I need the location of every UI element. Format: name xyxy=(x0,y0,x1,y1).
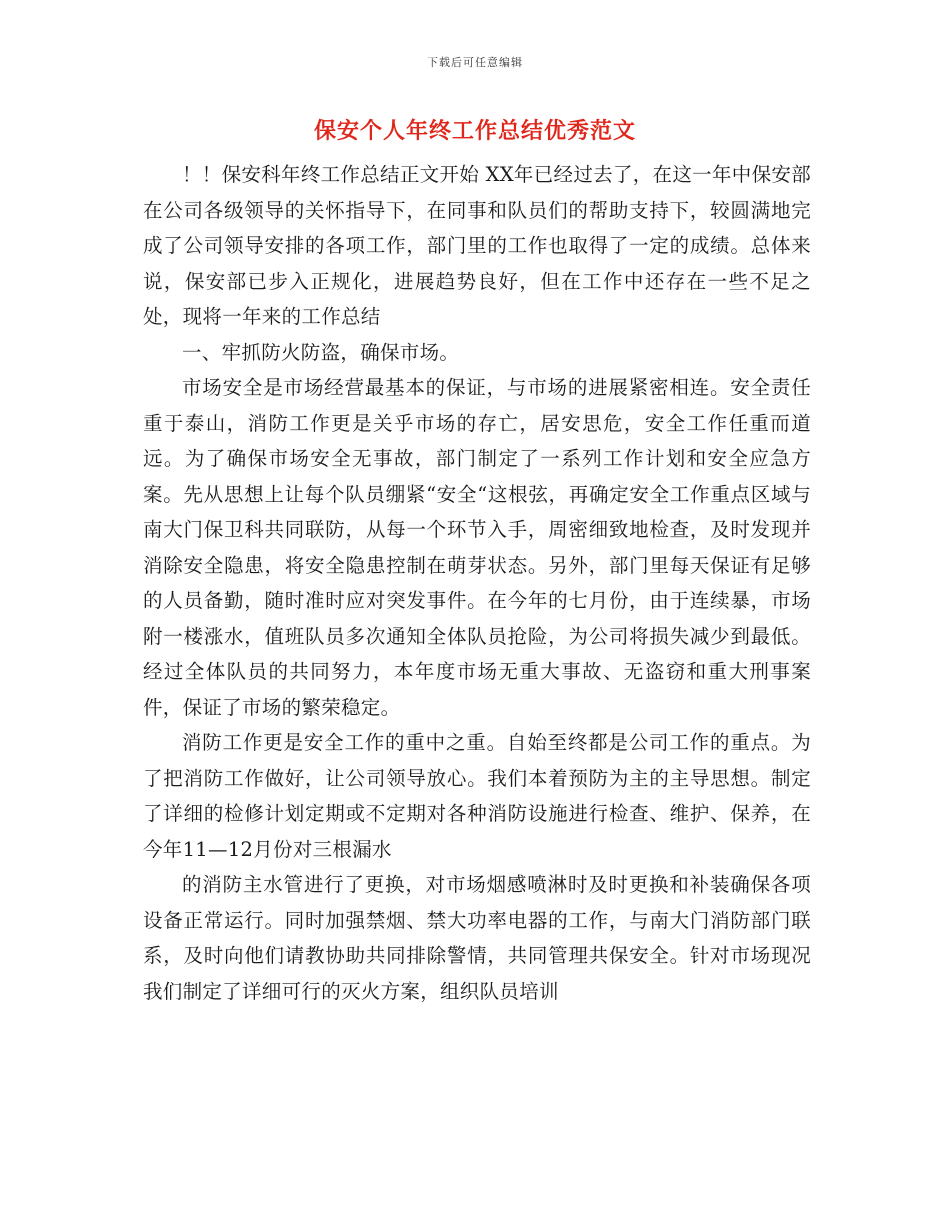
paragraph-market-safety: 市场安全是市场经营最基本的保证，与市场的进展紧密相连。安全责任重于泰山，消防工作更是关乎市场的存亡，居安思危，安全工作任重而道远。为了确保市场安全无事故，部门制定了一系列工作计划和安全应急方案。先从思想上让每个队员绷紧“安全“这根弦，再确定安全工作重点区域与南大门保卫科共同联防，从每一个环节入手，周密细致地检查，及时发现并消除安全隐患，将安全隐患控制在萌芽状态。另外，部门里每天保证有足够的人员备勤，随时准时应对突发事件。在今年的七月份，由于连续暴，市场附一楼涨水，值班队员多次通知全体队员抢险，为公司将损失减少到最低。经过全体队员的共同努力，本年度市场无重大事故、无盗窃和重大刑事案件，保证了市场的繁荣稳定。 xyxy=(143,376,811,719)
document-body xyxy=(143,157,811,1009)
section-heading-1: 一、牢抓防火防盗，确保市场。 xyxy=(182,340,460,364)
paragraph-fire-safety-continued: 的消防主水管进行了更换，对市场烟感喷淋时及时更换和补装确保各项设备正常运行。同时加强禁烟、禁大功率电器的工作，与南大门消防部门联系，及时向他们请教协助共同排除警情，共同管理共保安全。针对市场现况我们制定了详细可行的灭火方案，组织队员培训 xyxy=(143,873,811,1003)
paragraph-fire-safety: 消防工作更是安全工作的重中之重。自始至终都是公司工作的重点。为了把消防工作做好，让公司领导放心。我们本着预防为主的主导思想。制定了详细的检修计划定期或不定期对各种消防设施进行检查、维护、保养，在今年11—12月份对三根漏水 xyxy=(143,731,811,861)
paragraph-intro: ！！保安科年终工作总结正文开始 XX年已经过去了，在这一年中保安部在公司各级领导的关怀指导下，在同事和队员们的帮助支持下，较圆满地完成了公司领导安排的各项工作，部门里的工作也取得了一定的成绩。总体来说，保安部已步入正规化，进展趋势良好，但在工作中还存在一些不足之处，现将一年来的工作总结 xyxy=(143,163,811,328)
document-title: 保安个人年终工作总结优秀范文 xyxy=(313,118,636,144)
header-note: 下载后可任意编辑 xyxy=(427,56,523,69)
